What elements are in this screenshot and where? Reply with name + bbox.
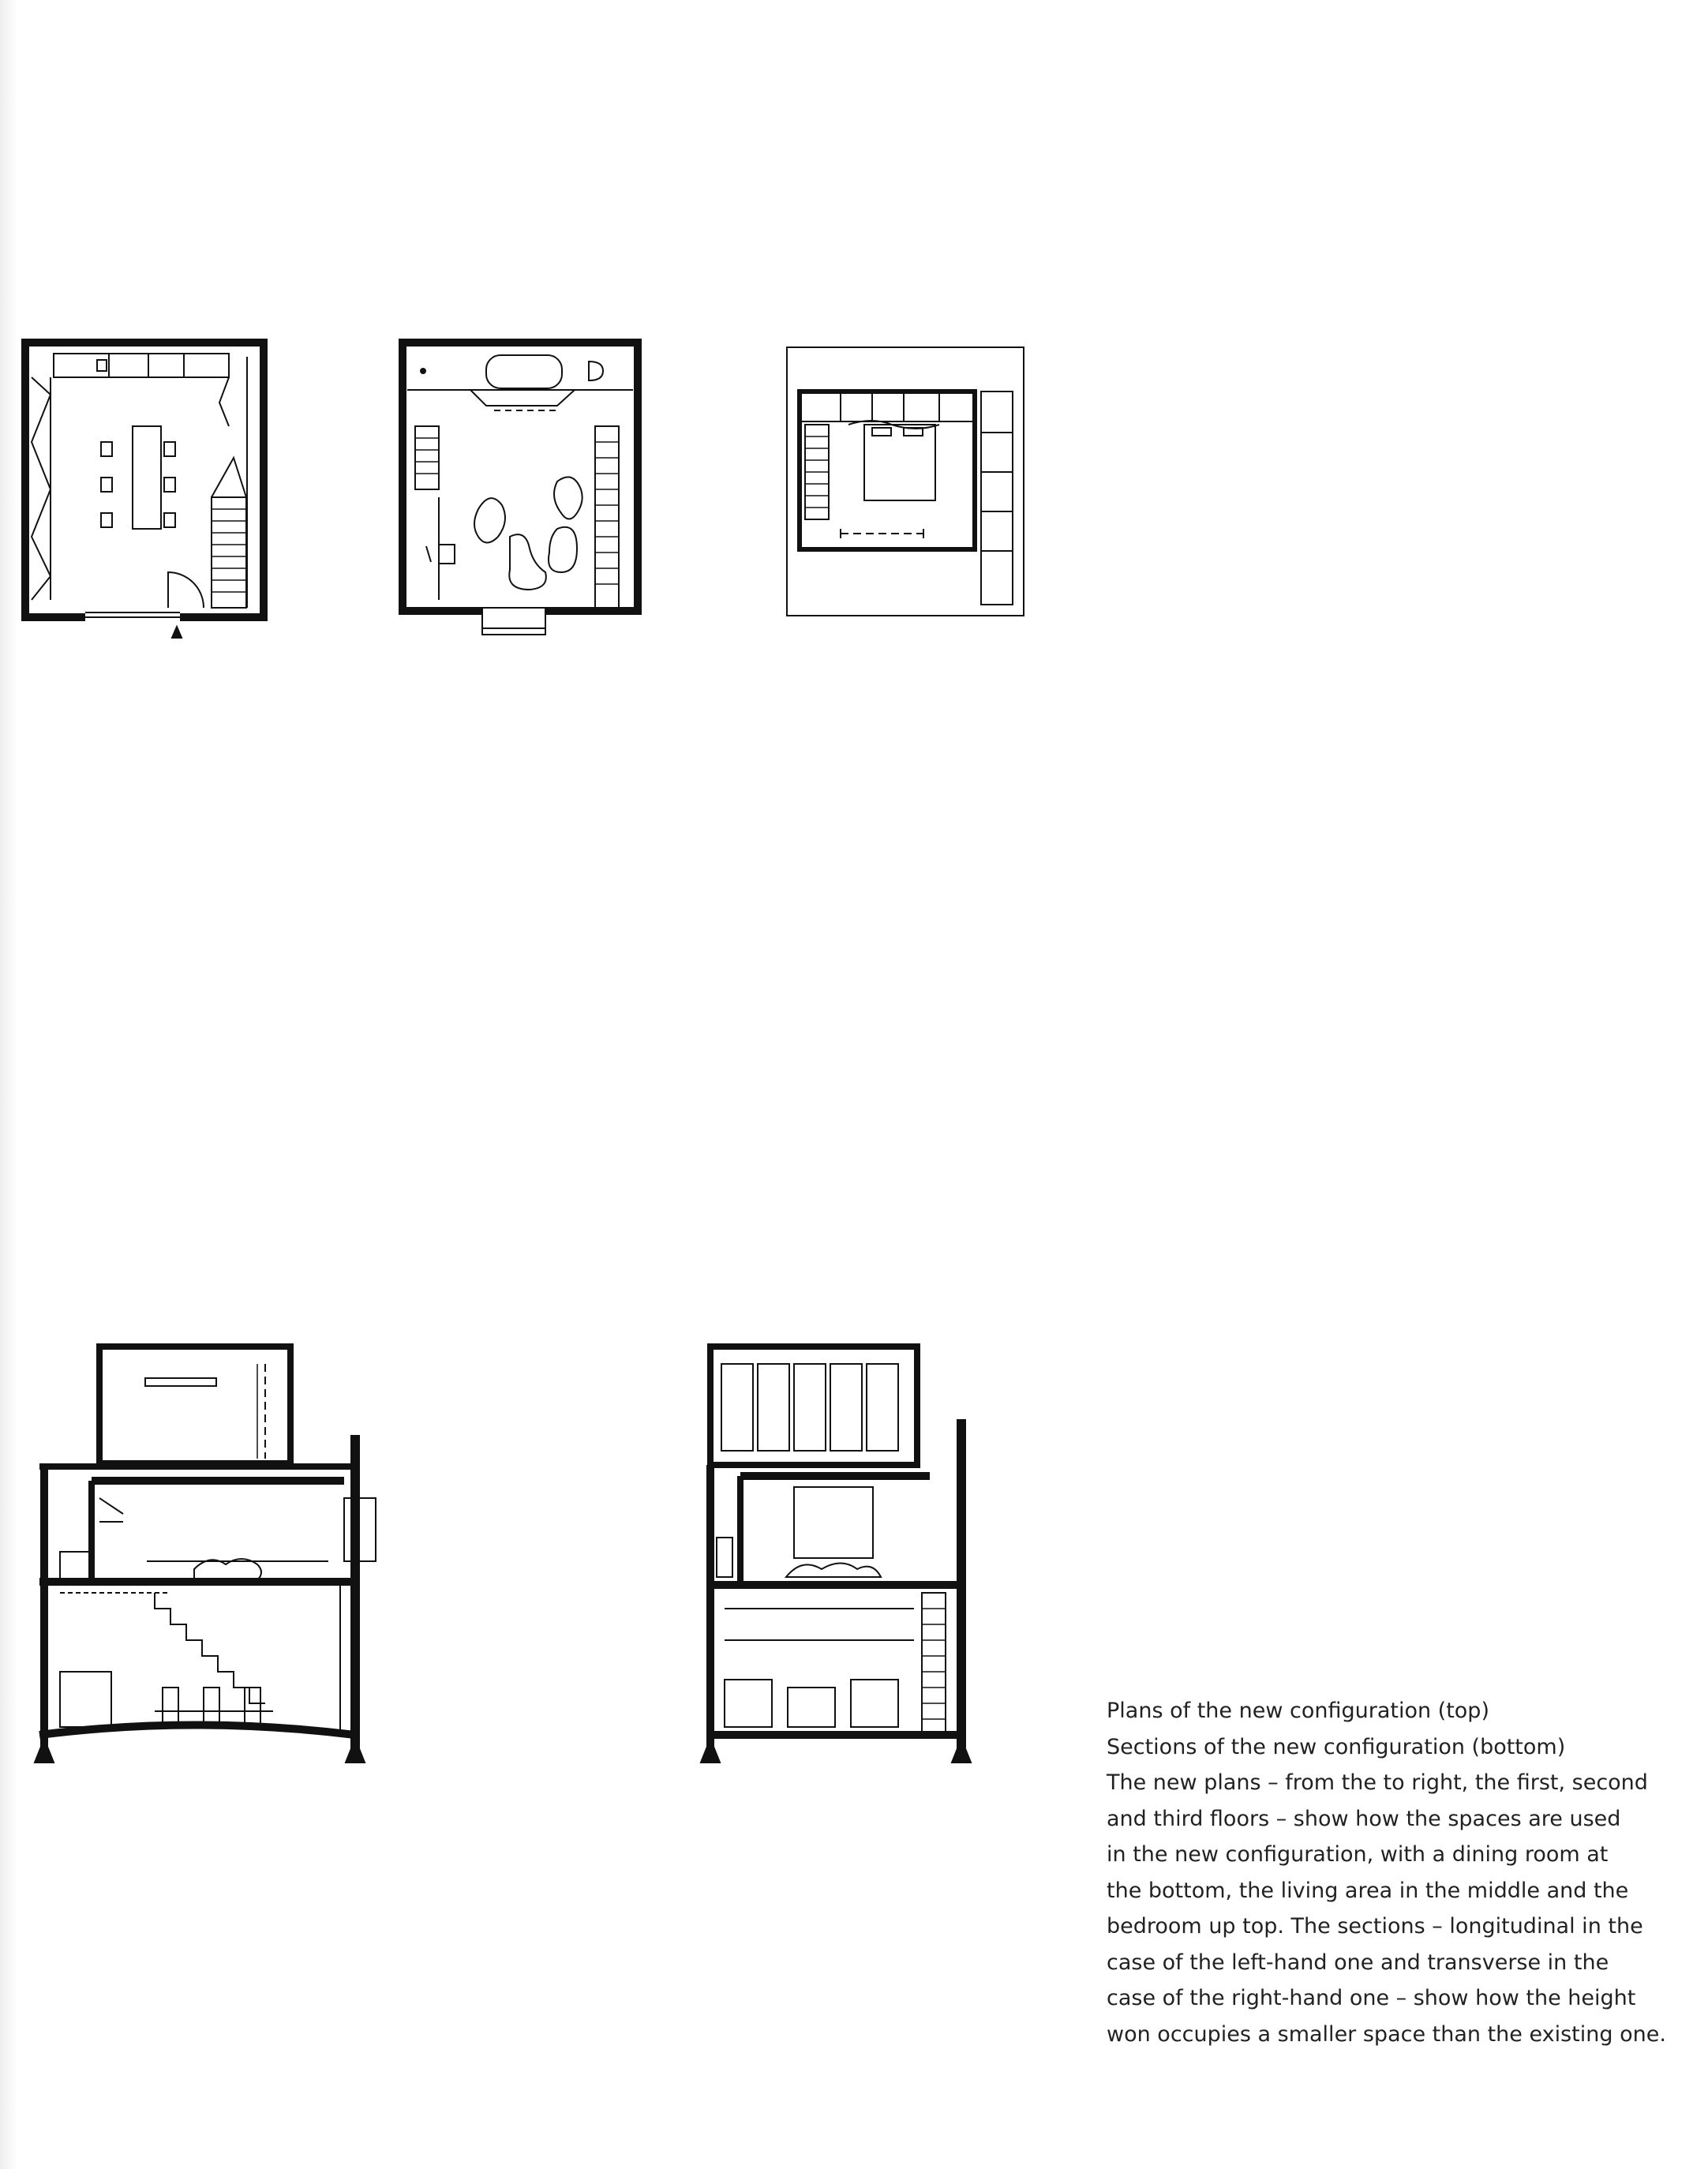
caption-line: Sections of the new configuration (bottom): [1107, 1734, 1566, 1759]
figure-caption: [1107, 1693, 1666, 2052]
transverse-section: [693, 1340, 977, 1766]
caption-line: the bottom, the living area in the middle and the: [1107, 1878, 1629, 1903]
caption-line: case of the left-hand one and transverse in the: [1107, 1950, 1609, 1975]
caption-line: Plans of the new configuration (top): [1107, 1699, 1489, 1723]
caption-line: won occupies a smaller space than the existing one.: [1107, 2021, 1666, 2047]
third-floor-plan: [785, 346, 1030, 622]
caption-line: case of the right-hand one – show how the height: [1107, 1986, 1636, 2010]
caption-line: bedroom up top. The sections – longitudinal in the: [1107, 1914, 1643, 1939]
second-floor-plan: [399, 339, 644, 639]
caption-line: and third floors – show how the spaces are used: [1107, 1806, 1621, 1831]
caption-line: The new plans – from the to right, the first, second: [1107, 1770, 1648, 1795]
page-edge-shadow: [0, 0, 17, 2169]
first-floor-plan: [22, 339, 267, 639]
caption-line: in the new configuration, with a dining room at: [1107, 1842, 1609, 1867]
longitudinal-section: [28, 1340, 384, 1766]
